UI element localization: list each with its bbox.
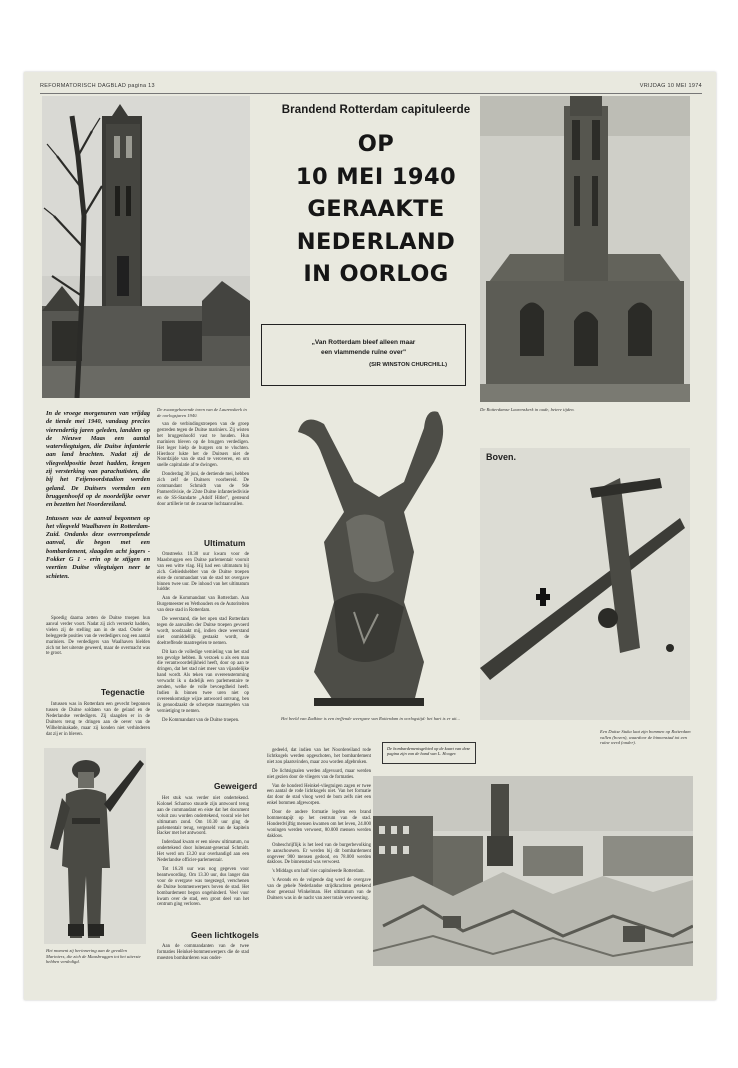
subhead-tegenactie: Tegenactie (101, 687, 145, 697)
ruin-caption: De zwaargehavende toren van de Laurenskerk in de oorlogsjaren 1940. (157, 407, 247, 418)
body-paragraph: De Kommandant van de Duitse troepen. (162, 717, 240, 723)
quote-line-1: „Van Rotterdam bleef alleen maar (311, 339, 416, 346)
plane-label: Boven. (486, 452, 517, 462)
subhead-lichtkogels: Geen lichtkogels (191, 930, 259, 940)
statue-caption: Het beeld van Zadkine is een treffende weergave van Rotterdam in oorlogstijd: het hart is er uit... (281, 716, 460, 721)
churchill-quote-box (261, 324, 466, 386)
headline-line: NEDERLAND (296, 228, 456, 255)
church-caption: De Rotterdamse Laurenskerk in oude, betere tijden. (480, 407, 575, 412)
headline-line: 10 MEI 1940 (295, 163, 457, 190)
stuka-plane-photo (480, 448, 690, 720)
lead-text (46, 410, 150, 586)
quote-line-2: een vlammende ruïne over" (320, 348, 407, 356)
body-paragraph: Door de andere formatie legden een brand bommentapijt op het centrum van de stad. Honderdvijftig mensen kwamen om het leven, 24.000 woningen werden verwoest, 80.000 mensen werden dakloos. (267, 810, 371, 839)
zadkine-statue-photo (254, 402, 474, 712)
map-box-caption: De bombardementsgebied op de kaart van deze pagina zijn van de hand van L. Hooger. (382, 742, 476, 764)
masthead (40, 81, 702, 94)
body-paragraph: Donderdag 30 juni, de dertiende mei, hebben zich zelf de Duitsers voorbereid. De commandant Schmidt van de 9de Pantserdivisie, de 22ste Duitse infanteriedivisie en de SS-Standarte „Adolf Hitler", gesteund door artillerie tot de zwaarste luchtaanvallen. (157, 472, 249, 507)
headline-line: IN OORLOG (303, 261, 449, 287)
body-paragraph: Inderdaad kwam er een nieuw ultimatum, nu ondertekend door luitenant-generaal Schmidt. Het werd om 13.20 uur overhandigd aan een Nederlandse officier-parlementair. (157, 840, 249, 864)
soldier-photo (44, 748, 146, 944)
body-paragraph: Dit kan de volledige vernieling van het stad ten gevolge hebben. Ik verzoek u als een man die verantwoordelijkheid heeft, door op aan te dringen, dat het stad niet meer van vijandelijke hand wordt. Als teken van overeenstemming verwacht ik u dadelijk een parlementaire te zenden, welke de volle bevoegdheid heeft. Indien ik binnen twee uren niet op overeenkomstige wijze antwoord ontvang, ben ik genoodzaakt de scherpste maatregelen van vernietiging te nemen. (157, 649, 249, 714)
column-2d (157, 944, 249, 965)
headline-line: GERAAKTE (307, 196, 445, 222)
body-paragraph: van de verbindingstroepen van de groep gestreden tegen de Duitse mariniers. Zij wisten het bruggenhoofd vast te houden. Hun mariniers bleven op de bruggen verdedigen. Het leger hielp de burgers om te vluchten. Hierdoor lukte het de Duitsers niet de Noordzijde van de stad te veroveren, en om snelle capitulatie af te dwingen. (157, 422, 249, 469)
subhead-ultimatum: Ultimatum (204, 538, 246, 548)
body-paragraph: gedeeld, dat indien van het Noordereiland rode lichtkogels werden opgeschoten, het bombardement niet zou plaatsvinden, maar zou worden afgebroken. (267, 748, 371, 765)
body-paragraph: 's Middags om half vier capituleerde Rotterdam. (272, 869, 365, 875)
lead-paragraph: Intussen was de aanval begonnen op het vliegveld Waalhaven in Rotterdam-Zuid. Ondanks deze overrompelende aanval, die begon met een bombardement, slaagden acht jagers - Fokker G 1 - erin op te stijgen en veertien Duitse vliegtuigen neer te schieten. (46, 514, 150, 580)
body-paragraph: Spoedig daarna zetten de Duitse troepen hun aanval verder voort. Nadat zij zich versterkt hadden, vielen zij de stelling aan in de stad. Onder de beleggerde posities van de verdedigers nog een aantal mariniers. De verdedigers van Waalhaven hielden zich tot het uiterste geweerd, maar de overmacht was te groot. (46, 616, 150, 657)
column-2 (157, 422, 249, 511)
column-3 (267, 748, 371, 905)
masthead-left: REFORMATORISCH DAGBLAD pagina 13 (40, 83, 155, 89)
column-2b (157, 552, 249, 726)
body-paragraph: Van de honderd Heinkel-vliegtuigen zagen er twee een aantal de rode lichtkogels niet. Van het formatie dat door de stad vloog werd de bom zelfs niet een enkel bommen afgeworpen. (267, 783, 371, 807)
lead-paragraph: In de vroege morgenuren van vrijdag de tiende mei 1940, vandaag precies vierendertig jaren geleden, landden op de Nieuwe Maas een aantal watervliegtuigen, die Duitse infanterie aan land brachten. Nadat zij de vliegveldpositie bezet hadden, kregen zij versterking van parachutisten, die bij het Feijenoordstadion werden geland. De Duitsers vormden een bruggenhoofd op de noordelijke oever en bezetten het Noordereiland. (46, 410, 150, 509)
laurens-church-photo (480, 96, 690, 402)
body-paragraph: 's Avonds en de volgende dag werd de overgave van de gehele Nederlandse strijdkrachten getekend door generaal Winkelman. Het ultimatum van de Duitsers was in de nacht van zeer totale verwoesting. (267, 878, 371, 901)
body-paragraph: Aan de Kommandant van Rotterdam. Aan Burgemeester en Wethouders en de Autoriteiten van deze stad in Rotterdam. (157, 596, 249, 614)
ruined-tower-photo (42, 96, 250, 398)
body-paragraph: Aan de commandanten van de twee formaties Heinkel-bommenwerpers die de stad moesten bombarderen was onder- (157, 944, 249, 961)
main-headline (272, 128, 480, 291)
body-paragraph: De weerstand, die het open stad Rotterdam tegen de aanvallen der Duitse troepen gevoerd wordt, noodzaakt mij, indien deze weerstand niet onmiddellijk gestaakt wordt, de doeltreffende maatregelen te nemen. (157, 617, 249, 646)
body-paragraph: De lichtsignalen werden afgevuurd, maar werden niet gezien door de vliegers van de formaties. (267, 768, 371, 780)
plane-caption: Een Duitse Stuka laat zijn bommen op Rotterdam vallen (boven), waardoor de binnenstad tot een ruïne werd (onder). (600, 729, 691, 746)
body-paragraph: Onbeschrijflijk is het leed van de burgerbevolking te aanschouwen. Er werden bij dit bombardement ongeveer 900 mensen gedood, en 78.000 werden dakloos. De binnenstad was verwoest. (267, 842, 371, 866)
quote-author: (SIR WINSTON CHURCHILL) (369, 362, 447, 368)
ruined-city-photo (373, 776, 693, 966)
subhead-geweigerd: Geweigerd (214, 781, 258, 791)
newspaper-page (24, 72, 716, 1000)
body-paragraph: Intussen was in Rotterdam een gevecht begonnen tussen de Duitse soldaten van de geland en de Nederlandse verdedigers. Zij slaagden er in de Duitsers terug te dringen aan de oever van de Wilhelminakade, maar zij konden niet verhinderen dat zij er in bleven. (46, 702, 150, 737)
column-1 (46, 616, 150, 660)
body-paragraph: Het stuk was verder niet ondertekend. Kolonel Scharroo stuurde zijn antwoord terug aan de commandant en eiste dat het document voluit zou worden ondertekend, vooral wie het ultimatum zond. Om 10.30 uur ging de parlementair terug, vergezeld van de kapitein Backer met het antwoord. (157, 796, 249, 837)
body-paragraph: Omstreeks 10.30 uur kwam voor de Maasbruggen een Duitse parlementair vooruit van een witte vlag. Hij had een ultimatum bij zich. Gebiedshebber van de Duitse troepen eiste de commandant van de stad tot overgave binnen twee uur. De inhoud van het ultimatum luidde: (157, 552, 249, 593)
column-1b (46, 702, 150, 740)
kicker: Brandend Rotterdam capituleerde (281, 104, 471, 116)
column-2c (157, 796, 249, 911)
soldier-caption: Het moment zij herinnering aan de gevallen Mariniers, die zich de Maasbruggen tot het uiterste hebben verdedigd. (46, 948, 141, 965)
headline-line: OP (357, 131, 395, 157)
masthead-date: VRIJDAG 10 MEI 1974 (639, 83, 702, 89)
body-paragraph: Tot 16.20 uur was nog gegeven voor beantwoording. Om 13.30 uur, dus langer dan voor de overgave was toegezegd, verschenen de Duitse bommenwerpers boven de stad. Het bombardement begon ongehinderd. Veel vuur kwam over de stad, een groot deel van het centrum ging verloren. (157, 866, 249, 908)
